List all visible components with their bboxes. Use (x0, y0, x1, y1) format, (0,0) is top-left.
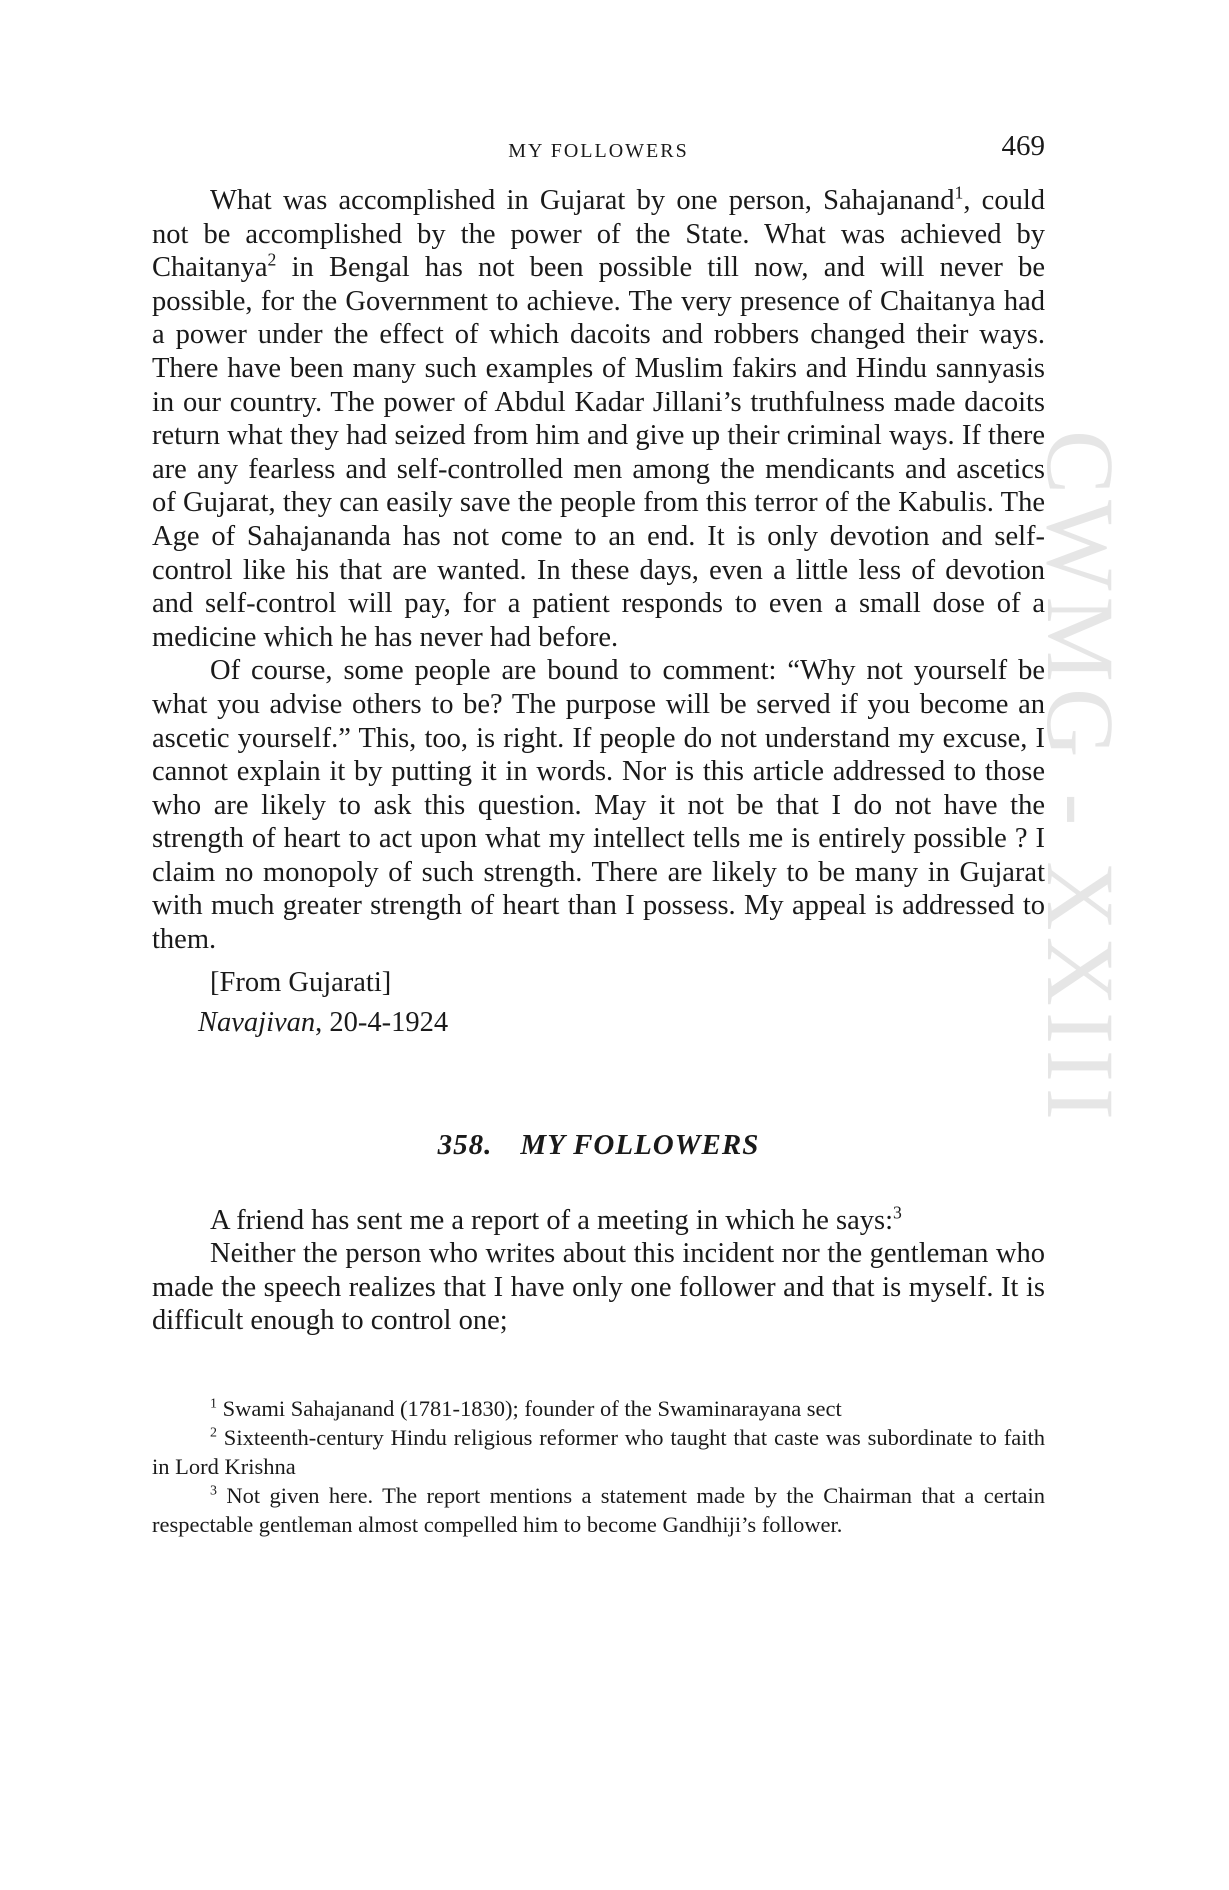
footnote-text: Swami Sahajanand (1781-1830); founder of the Swaminarayana sect (216, 1396, 842, 1422)
footnote (152, 1481, 1045, 1539)
article-number: 358. (437, 1128, 493, 1161)
footnote-marker: 2 (210, 1425, 217, 1441)
source-reference (152, 1003, 1045, 1043)
running-head (152, 130, 1045, 170)
source-date: , 20-4-1924 (315, 1006, 449, 1038)
article-title: MY FOLLOWERS (520, 1128, 760, 1161)
footnote (152, 1394, 1045, 1423)
footnote-ref: 1 (954, 182, 964, 203)
footnote-text: Sixteenth-century Hindu religious reformer who taught that caste was subordinate to faith in Lord Krishna (152, 1425, 1045, 1480)
watermark-text: CWMG - XXIII (1027, 430, 1134, 1126)
article-heading (152, 1129, 1045, 1162)
footnotes (152, 1394, 1045, 1539)
paragraph (152, 184, 1045, 654)
article-body (152, 1204, 1045, 1338)
page-number: 469 (1001, 130, 1045, 162)
text-run: , could not be accomplished by the power of the State. What was achieved by Chaitanya (152, 185, 1046, 284)
footnote-text: Not given here. The report mentions a statement made by the Chairman that a certain respectable gentleman almost compelled him to become Gandhiji’s follower. (152, 1483, 1045, 1538)
text-run: Of course, some people are bound to comment: “Why not yourself be what you advise others to be? The purpose will be served if you become an ascetic yourself.” This, too, is right. If people do not understand my excuse, I cannot explain it by putting it in words. Nor is this article addressed to those who are likely to ask this question. May it not be that I do not have the strength of heart to act upon what my intellect tells me is entirely possible ? I claim no monopoly of such strength. There are likely to be many in Gujarat with much greater strength of heart than I possess. My appeal is addressed to them. (152, 655, 1045, 956)
footnote-marker: 3 (210, 1483, 217, 1499)
paragraph (152, 1204, 1045, 1238)
paragraph (152, 654, 1045, 956)
footnote-ref: 3 (893, 1202, 902, 1223)
paragraph (152, 1237, 1045, 1338)
text-run: in Bengal has not been possible till now, and will never be possible, for the Government to achieve. The very presence of Chaitanya had a power under the effect of which dacoits and robbers changed their ways. There have been many such examples of Muslim fakirs and Hindu sannyasis in our country. The power of Abdul Kadar Jillani’s truthfulness made dacoits return what they had seized from him and give up their criminal ways. If there are any fearless and self-controlled men among the mendicants and ascetics of Gujarat, they can easily save the people from this terror of the Kabulis. The Age of Sahajananda has not come to an end. It is only devotion and self-control like his that are wanted. In these days, even a little less of devotion and self-control will pay, for a patient responds to even a small dose of a medicine which he has never had before. (152, 252, 1045, 653)
page (152, 130, 1045, 1539)
footnote-ref: 2 (267, 249, 277, 270)
source-publication: Navajivan (198, 1006, 316, 1038)
text-run: Neither the person who writes about this incident nor the gentleman who made the speech realizes that I have only one follower and that is myself. It is difficult enough to control one; (152, 1238, 1045, 1337)
previous-article-body (152, 184, 1045, 957)
source-note: [From Gujarati] (210, 966, 392, 998)
text-run: A friend has sent me a report of a meeting in which he says: (210, 1204, 894, 1236)
footnote (152, 1423, 1045, 1481)
text-run: What was accomplished in Gujarat by one person, Sahajanand (210, 185, 955, 216)
footnote-marker: 1 (210, 1396, 217, 1412)
running-title: MY FOLLOWERS (508, 140, 689, 162)
